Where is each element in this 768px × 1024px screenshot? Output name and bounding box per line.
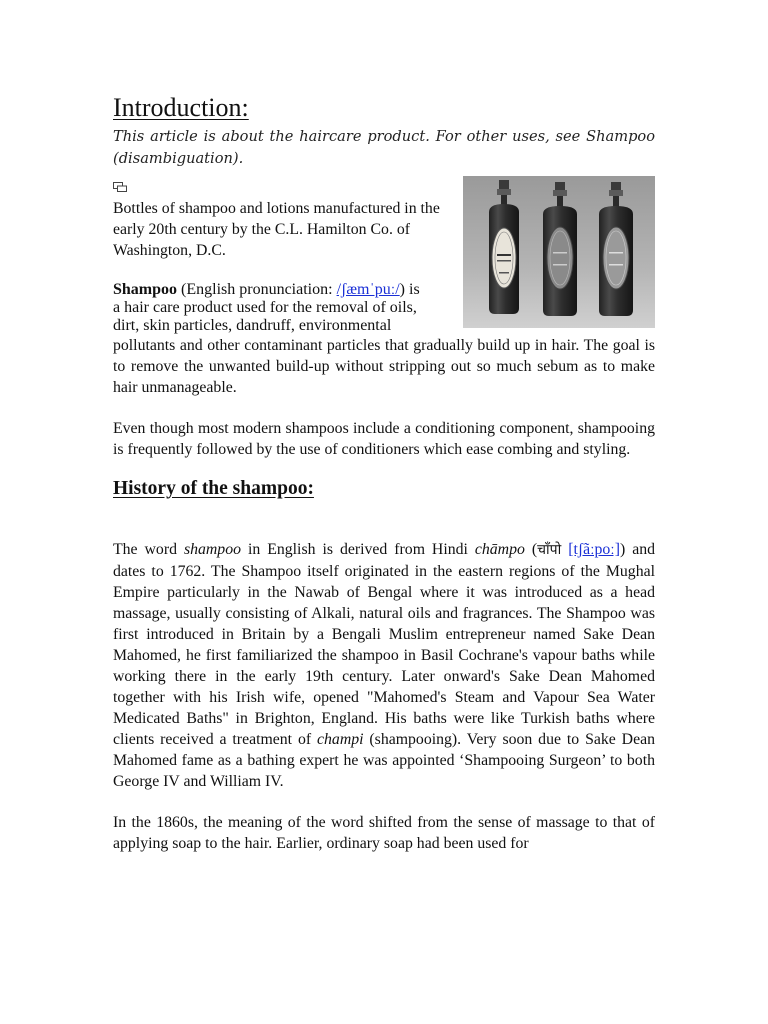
history-paragraph-2: In the 1860s, the meaning of the word shifted from the sense of massage to that of applying soap to the hair. Earlier, ordinary soap had been used for — [113, 814, 655, 852]
history-paragraph-1: The word shampoo in English is derived from Hindi chāmpo (चाँपो [tʃãːpoː]) and dates to 1762. The Shampoo itself originated in the eastern regions of the Mughal Empire particularly in the Nawab of Bengal where it was introduced as a head massage, usually consisting of Alkali, natural oils and fragrances. The Shampoo was first introduced in Britain by a Bengali Muslim entrepreneur named Sake Dean Mahomed, he first familiarized the shampoo in Basil Cochrane's vapour baths while working there in the early 19th century. Later onward's Sake Dean Mahomed together with his Irish wife, opened "Mahomed's Steam and Vapour Sea Water Medicated Baths" in Brighton, England. His baths were like Turkish baths where clients received a treatment of champi (shampooing). Very soon due to Sake Dean Mahomed fame as a bathing expert he was appointed ‘Shampooing Surgeon’ to both George IV and William IV. — [113, 541, 655, 790]
intro-heading: Introduction: — [113, 93, 249, 122]
word-champi: champi — [317, 731, 364, 748]
conditioning-paragraph: Even though most modern shampoos include a conditioning component, shampooing is frequently followed by the use of conditioners which ease combing and styling. — [113, 420, 655, 458]
figure-caption: Bottles of shampoo and lotions manufactured in the early 20th century by the C.L. Hamilton Co. of Washington, D.C. — [113, 200, 440, 259]
definition-line-3: dirt, skin particles, dandruff, environmental — [113, 317, 392, 334]
pronunciation-suffix: ) is — [399, 281, 420, 298]
definition-rest: pollutants and other contaminant particles that gradually build up in hair. The goal is to remove the unwanted build-up without stripping out so much sebum as to make hair unmanageable. — [113, 337, 655, 396]
hindi-word: चाँपो — [537, 542, 562, 558]
pronunciation-prefix: (English pronunciation: — [177, 281, 337, 298]
hatnote: This article is about the haircare product. For other uses, see Shampoo (disambiguation). — [113, 128, 655, 167]
history-heading: History of the shampoo: — [113, 478, 314, 499]
word-champo: chāmpo — [474, 541, 525, 558]
shampoo-bottles-photo — [463, 176, 655, 328]
word-shampoo: shampoo — [183, 541, 242, 558]
definition-line-1 — [113, 281, 453, 299]
image-icon[interactable] — [113, 182, 127, 192]
definition-line-2: a hair care product used for the removal of oils, — [113, 299, 417, 316]
document-page — [113, 92, 655, 854]
ipa-link[interactable]: /ʃæmˈpuː/ — [336, 281, 400, 298]
term-shampoo: Shampoo — [113, 281, 178, 298]
hindi-ipa-link[interactable]: [tʃãːpoː] — [568, 541, 620, 558]
